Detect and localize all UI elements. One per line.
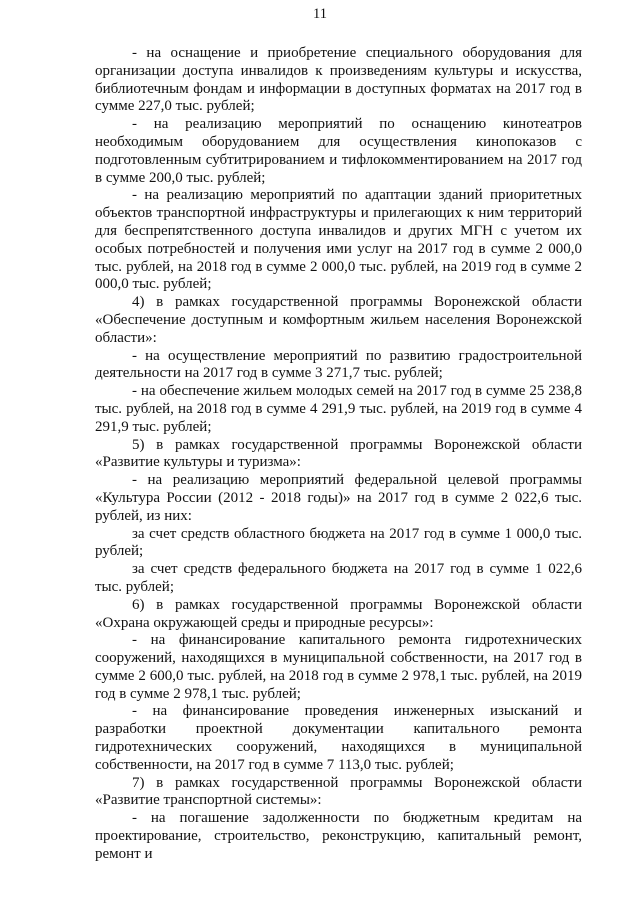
body-text — [95, 45, 582, 864]
paragraph: 4) в рамках государственной программы Воронежской области «Обеспечение доступным и комфортным жильем населения Воронежской области»: — [95, 294, 582, 346]
paragraph: - на реализацию мероприятий по оснащению кинотеатров необходимым оборудованием для осуществления кинопоказов с подготовленным субтитрированием и тифлокомментированием на 2017 год в сумме 200,0 тыс. рублей; — [95, 116, 582, 186]
paragraph: за счет средств федерального бюджета на 2017 год в сумме 1 022,6 тыс. рублей; — [95, 561, 582, 595]
paragraph: - на финансирование капитального ремонта гидротехнических сооружений, находящихся в муниципальной собственности, на 2017 год в сумме 2 600,0 тыс. рублей, на 2018 год в сумме 2 978,1 тыс. рублей, на 2019 год в сумме 2 978,1 тыс. рублей; — [95, 632, 582, 702]
paragraph: - на оснащение и приобретение специального оборудования для организации доступа инвалидов к произведениям культуры и искусства, библиотечным фондам и информации в доступных форматах на 2017 год в сумме 227,0 тыс. рублей; — [95, 45, 582, 115]
paragraph: - на погашение задолженности по бюджетным кредитам на проектирование, строительство, реконструкцию, капитальный ремонт, ремонт и — [95, 810, 582, 862]
paragraph: - на обеспечение жильем молодых семей на 2017 год в сумме 25 238,8 тыс. рублей, на 2018 год в сумме 4 291,9 тыс. рублей, на 2019 год в сумме 4 291,9 тыс. рублей; — [95, 383, 582, 435]
paragraph: 6) в рамках государственной программы Воронежской области «Охрана окружающей среды и природные ресурсы»: — [95, 596, 582, 631]
paragraph: - на финансирование проведения инженерных изысканий и разработки проектной документации капитального ремонта гидротехнических сооружений, находящихся в муниципальной собственности, на 2017 год в сумме 7 113,0 тыс. рублей; — [95, 703, 582, 773]
paragraph: - на реализацию мероприятий по адаптации зданий приоритетных объектов транспортной инфраструктуры и прилегающих к ним территорий для беспрепятственного доступа инвалидов и других МГН с учетом их особых потребностей и получения ими услуг на 2017 год в сумме 2 000,0 тыс. рублей, на 2018 год в сумме 2 000,0 тыс. рублей, на 2019 год в сумме 2 000,0 тыс. рублей; — [95, 187, 582, 293]
paragraph: - на реализацию мероприятий федеральной целевой программы «Культура России (2012 - 2018 годы)» на 2017 год в сумме 2 022,6 тыс. рублей, из них: — [95, 472, 582, 524]
paragraph: за счет средств областного бюджета на 2017 год в сумме 1 000,0 тыс. рублей; — [95, 525, 582, 560]
paragraph: 7) в рамках государственной программы Воронежской области «Развитие транспортной системы»: — [95, 774, 582, 809]
paragraph: 5) в рамках государственной программы Воронежской области «Развитие культуры и туризма»: — [95, 436, 582, 471]
page-number: 11 — [313, 6, 327, 22]
paragraph: - на осуществление мероприятий по развитию градостроительной деятельности на 2017 год в сумме 3 271,7 тыс. рублей; — [95, 347, 582, 382]
